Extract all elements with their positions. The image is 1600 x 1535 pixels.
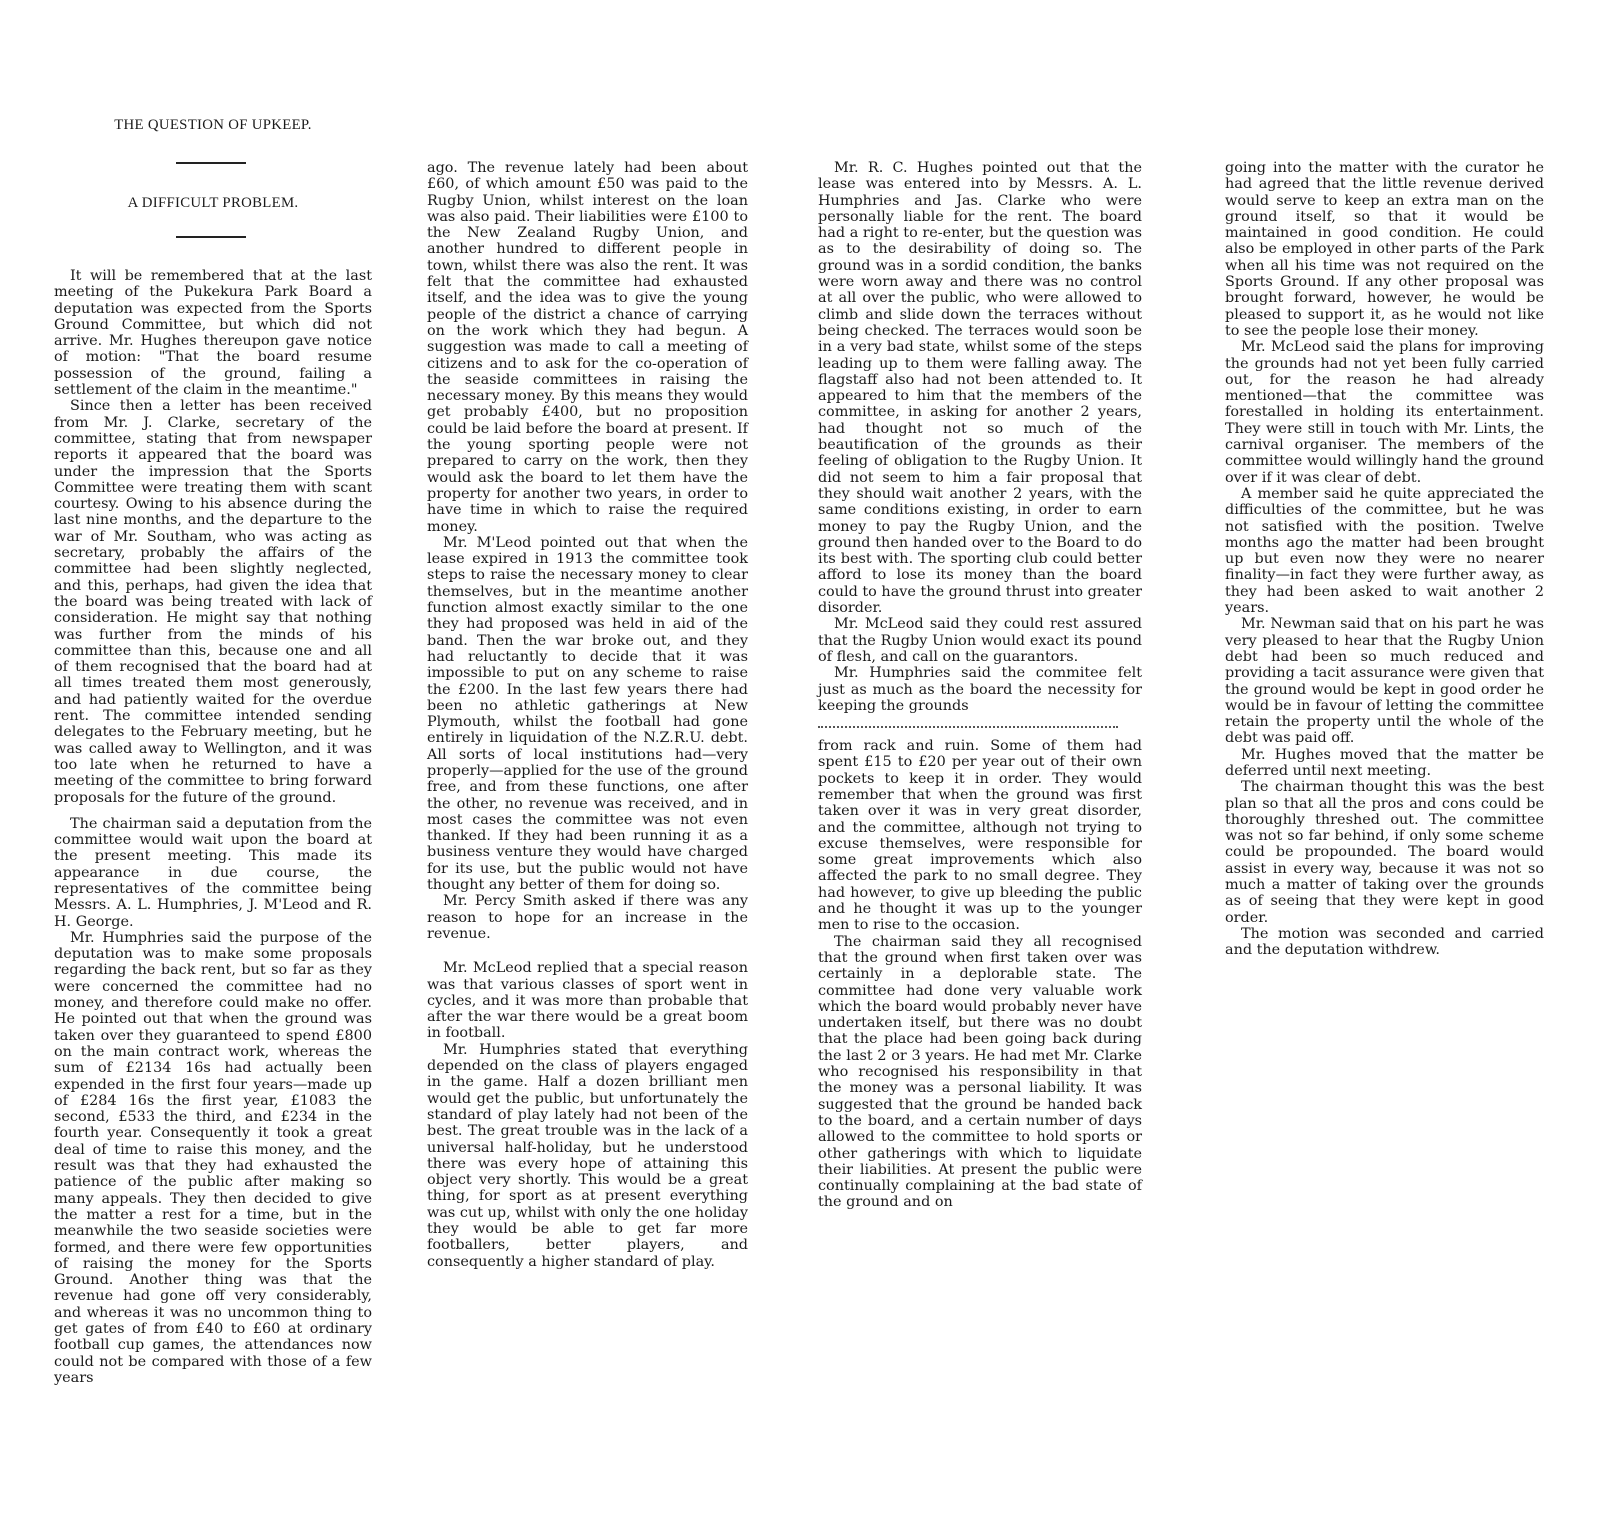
- paragraph: from rack and ruin. Some of them had spent £15 to £20 per year out of their own pockets to keep it in order. They would remember that when the ground was first taken over it was in very great disorder, and the committee, although not trying to excuse themselves, were responsible for some great improvements which also affected the park to no small degree. They had however, to give up bleeding the public and he thought it was up to the younger men to rise to the occasion.: [818, 738, 1142, 934]
- paragraph: A member said he quite appreciated the difficulties of the committee, but he was not satisfied with the position. Twelve months ago the matter had been brought up but even now they were no nearer finality—in fact they were further away, as they had been asked to wait another 2 years.: [1225, 485, 1544, 617]
- article-column-2: [427, 160, 748, 1270]
- subheadline-divider: [176, 236, 246, 238]
- paragraph: Mr. M'Leod pointed out that when the lease expired in 1913 the committee took steps to raise the necessary money to clear themselves, but in the meantime another function almost exactly similar to the one they had proposed was held in aid of the band. Then the war broke out, and they had reluctantly to decide that it was impossible to put on any scheme to raise the £200. In the last few years there had been no athletic gatherings at New Plymouth, whilst the football had gone entirely in liquidation of the N.Z.R.U. debt. All sorts of local institutions had—very properly—applied for the use of the ground free, and from these functions, one after the other, no revenue was received, and in most cases the committee was not even thanked. If they had been running it as a business venture they would have charged for its use, but the public would not have thought any better of them for doing so.: [427, 534, 748, 894]
- paragraph: It will be remembered that at the last meeting of the Pukekura Park Board a deputation was expected from the Sports Ground Committee, but which did not arrive. Mr. Hughes thereupon gave notice of motion: "That the board resume possession of the ground, failing a settlement of the claim in the meantime.": [54, 268, 372, 399]
- headline: THE QUESTION OF UPKEEP.: [114, 117, 312, 133]
- paragraph: Mr. Newman said that on his part he was very pleased to hear that the Rugby Union debt had been so much reduced and providing a tacit assurance were given that the ground would be kept in good order he would be in favour of letting the committee retain the property until the whole of the debt was paid off.: [1225, 616, 1544, 747]
- paragraph: Mr. Humphries said the purpose of the deputation was to make some proposals regarding the back rent, but so far as they were concerned the committee had no money, and therefore could make no offer. He pointed out that when the ground was taken over they guaranteed to spend £800 on the main contract work, whereas the sum of £2134 16s had actually been expended in the first four years—made up of £284 16s the first year, £1083 the second, £533 the third, and £234 in the fourth year. Consequently it took a great deal of time to raise this money, and the result was that they had exhausted the patience of the public after making so many appeals. They then decided to give the matter a rest for a time, but in the meanwhile the two seaside societies were formed, and there were few opportunities of raising the money for the Sports Ground. Another thing was that the revenue had gone off very considerably, and whereas it was no uncommon thing to get gates of from £40 to £60 at ordinary football cup games, the attendances now could not be compared with those of a few years: [54, 929, 372, 1386]
- article-column-1: [54, 268, 372, 1386]
- paragraph: Mr. Hughes moved that the matter be deferred until next meeting.: [1225, 746, 1544, 779]
- paragraph: going into the matter with the curator he had agreed that the little revenue derived would serve to keep an extra man on the ground itself, so that it would be maintained in good condition. He could also be employed in other parts of the Park when all his time was not required on the Sports Ground. If any other proposal was brought forward, however, he would be pleased to support it, as he would not like to see the people lose their money.: [1225, 160, 1544, 339]
- paragraph: Mr. McLeod said they could rest assured that the Rugby Union would exact its pound of flesh, and call on the guarantors.: [818, 616, 1142, 665]
- paragraph: The chairman thought this was the best plan so that all the pros and cons could be thoroughly threshed out. The committee was not so far behind, if only some scheme could be propounded. The board would assist in every way, because it was not so much a matter of taking over the grounds as of seeing that they were kept in good order.: [1225, 779, 1544, 926]
- headline-divider: [176, 162, 246, 164]
- paragraph: ago. The revenue lately had been about £60, of which amount £50 was paid to the Rugby Union, whilst interest on the loan was also paid. Their liabilities were £100 to the New Zealand Rugby Union, and another hundred to different people in town, whilst there was also the rent. It was felt that the committee had exhausted itself, and the idea was to give the young people of the district a chance of carrying on the work which they had begun. A suggestion was made to call a meeting of citizens and to ask for the co-operation of the seaside committees in raising the necessary money. By this means they would get probably £400, but no proposition could be laid before the board at present. If the young sporting people were not prepared to carry on the work, then they would ask the board to let them have the property for another two years, in order to have time in which to raise the required money.: [427, 160, 748, 535]
- paragraph: Mr. McLeod replied that a special reason was that various classes of sport went in cycles, and it was more than probable that after the war there would be a great boom in football.: [427, 960, 748, 1042]
- paragraph: Since then a letter has been received from Mr. J. Clarke, secretary of the committee, stating that from newspaper reports it appeared that the board was under the impression that the Sports Committee were treating them with scant courtesy. Owing to his absence during the last nine months, and the departure to the war of Mr. Southam, who was acting as secretary, probably the affairs of the committee had been slightly neglected, and this, perhaps, had given the idea that the board was being treated with lack of consideration. He might say that nothing was further from the minds of his committee than this, because one and all of them recognised that the board had at all times treated them most generously, and had patiently waited for the overdue rent. The committee intended sending delegates to the February meeting, but he was called away to Wellington, and it was too late when he returned to have a meeting of the committee to bring forward proposals for the future of the ground.: [54, 398, 372, 806]
- paragraph: Mr. McLeod said the plans for improving the grounds had not yet been fully carried out, for the reason he had already mentioned—that the committee was forestalled in holding its entertainment. They were still in touch with Mr. Lints, the carnival organiser. The members of the committee would willingly hand the ground over if it was clear of debt.: [1225, 339, 1544, 486]
- paragraph: Mr. Percy Smith asked if there was any reason to hope for an increase in the revenue.: [427, 893, 748, 942]
- subheadline: A DIFFICULT PROBLEM.: [127, 195, 299, 211]
- article-column-4: [1225, 160, 1544, 959]
- paragraph: The chairman said a deputation from the committee would wait upon the board at the present meeting. This made its appearance in due course, the representatives of the committee being Messrs. A. L. Humphries, J. M'Leod and R. H. George.: [54, 815, 372, 930]
- paragraph: The motion was seconded and carried and the deputation withdrew.: [1225, 925, 1544, 959]
- paragraph: Mr. R. C. Hughes pointed out that the lease was entered into by Messrs. A. L. Humphries and Jas. Clarke who were personally liable for the rent. The board had a right to re-enter, but the question was as to the desirability of doing so. The ground was in a sordid condition, the banks were worn away and there was no control at all over the public, who were allowed to climb and slide down the terraces without being checked. The terraces would soon be in a very bad state, whilst some of the steps leading up to them were falling away. The flagstaff also had not been attended to. It appeared to him that the members of the committee, in asking for another 2 years, had thought not so much of the beautification of the grounds as their feeling of obligation to the Rugby Union. It did not seem to him a fair proposal that they should wait another 2 years, with the same conditions existing, in order to earn money to pay the Rugby Union, and the ground then handed over to the Board to do its best with. The sporting club could better afford to lose its money than the board could to have the ground thrust into greater disorder.: [818, 160, 1142, 617]
- paragraph: Mr. Humphries stated that everything depended on the class of players engaged in the game. Half a dozen brilliant men would get the public, but unfortunately the standard of play lately had not been of the best. The great trouble was in the lack of a universal half-holiday, but he understood there was every hope of attaining this object very shortly. This would be a great thing, for sport as at present everything was cut up, whilst with only the one holiday they would be able to get far more footballers, better players, and consequently a higher standard of play.: [427, 1041, 748, 1270]
- paragraph: Mr. Humphries said the commitee felt just as much as the board the necessity for keeping the grounds: [818, 665, 1142, 714]
- article-column-3: [818, 160, 1142, 1211]
- paragraph: The chairman said they all recognised that the ground when first taken over was certainly in a deplorable state. The committee had done very valuable work which the board would probably never have undertaken itself, but there was no doubt that the place had been going back during the last 2 or 3 years. He had met Mr. Clarke who recognised his responsibility in that the money was a personal liability. It was suggested that the ground be handed back to the board, and a certain number of days allowed to the committee to hold sports or other gatherings with which to liquidate their liabilities. At present the public were continually complaining at the bad state of the ground and on: [818, 933, 1142, 1211]
- torn-edge-divider: [818, 716, 1118, 728]
